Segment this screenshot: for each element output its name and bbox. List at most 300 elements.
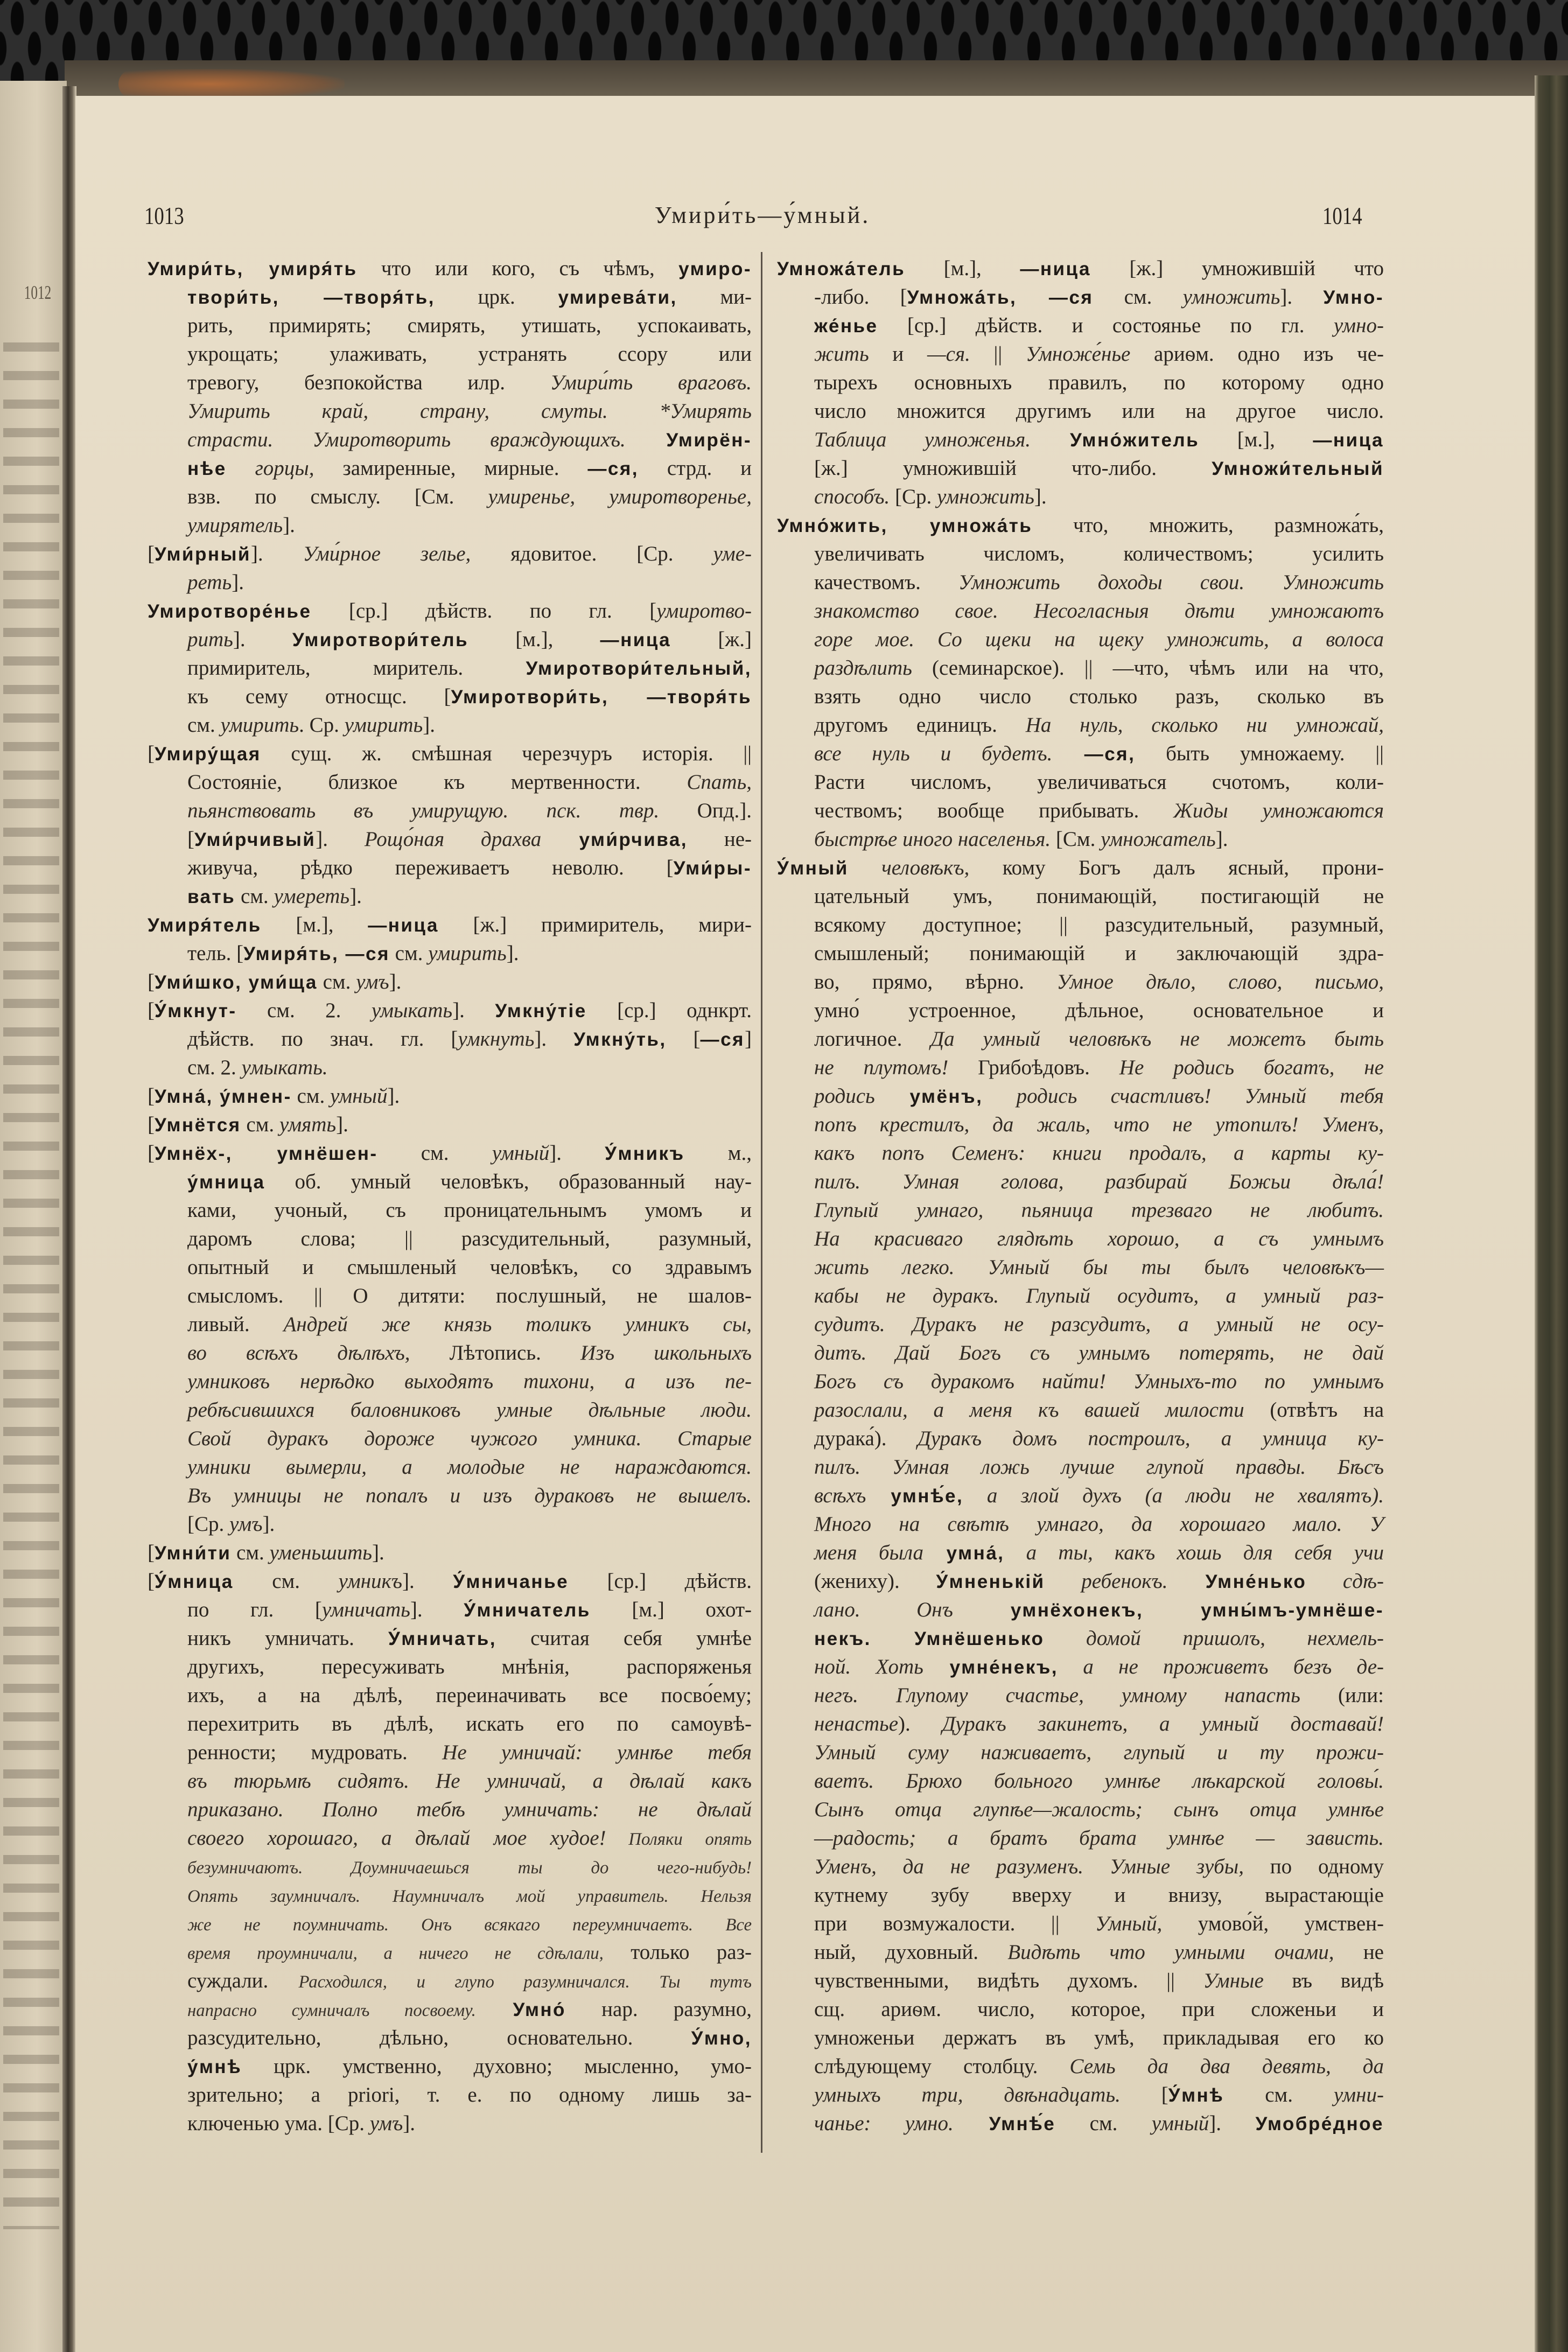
dictionary-entry-start-line [148, 1082, 752, 1110]
headword: умнёхонекъ, умны́мъ-умнёше- [953, 1600, 1384, 1621]
definition-text: см. [389, 942, 429, 965]
example-text: умножить [937, 485, 1034, 508]
dictionary-line [148, 368, 752, 397]
dictionary-line [777, 283, 1384, 311]
definition-text: см. [377, 1142, 492, 1165]
example-text: умный [1151, 2112, 1209, 2135]
headword: Умобре́дное [1255, 2113, 1384, 2134]
example-text: умники вымерли, а молодые не нараждаются. [187, 1455, 752, 1479]
definition-text: [м.], [261, 913, 368, 936]
definition-text: цательный умъ, понимающій, постигающій не [814, 885, 1384, 908]
example-text: Да умный человѣкъ не можетъ быть [930, 1027, 1384, 1051]
dictionary-line [777, 1624, 1384, 1653]
definition-text: суждали. [187, 1969, 299, 1992]
example-text: умирить [344, 713, 423, 737]
dictionary-line [777, 1538, 1384, 1567]
definition-text: црк. [435, 285, 558, 309]
example-text: Уменъ, да не разуменъ. Умные зубы, [814, 1855, 1244, 1878]
dictionary-line [777, 939, 1384, 968]
dictionary-line [148, 1738, 752, 1767]
dictionary-line [148, 853, 752, 882]
definition-text: при возмужалости. || [814, 1912, 1096, 1935]
dictionary-line [148, 1852, 752, 1881]
headword: У́мненькій [936, 1571, 1045, 1592]
dictionary-line [148, 1824, 752, 1852]
definition-text: тель. [ [187, 942, 244, 965]
headword: Умнётся [155, 1115, 241, 1136]
definition-text: [ [148, 742, 155, 765]
example-text: умыкать. [241, 1056, 328, 1079]
definition-text: (семинарское). || —что, чѣмъ или на что, [912, 656, 1384, 680]
example-text: дитъ. Дай Богъ съ умнымъ потерять, не дай [814, 1341, 1384, 1364]
example-text: умножить [1182, 285, 1280, 309]
dictionary-line [777, 711, 1384, 739]
headword: умна́, [923, 1543, 1005, 1564]
dictionary-entry-start-line [777, 254, 1384, 283]
example-text: способъ. [814, 485, 890, 508]
headword: —ница [1020, 258, 1091, 279]
headword: Умна́, у́мнен- [155, 1086, 292, 1107]
headword: —ница [1313, 430, 1384, 451]
definition-text: замиренные, мирные. [314, 457, 588, 480]
example-text: быстрѣе иного населенья. [814, 828, 1051, 851]
example-text: умничать [321, 1598, 410, 1621]
definition-text: считая себя умнѣе [496, 1627, 752, 1650]
column-rule [761, 252, 762, 2153]
definition-text: ). [898, 1712, 942, 1735]
dictionary-line [777, 996, 1384, 1025]
example-text: чанье: умно. [814, 2112, 954, 2135]
example-text: всѣхъ [814, 1484, 866, 1507]
example-text: Умный, [1095, 1912, 1163, 1935]
dictionary-line [777, 625, 1384, 654]
dictionary-line [777, 1510, 1384, 1538]
definition-text: по одному [1243, 1855, 1384, 1878]
headword: У́мничатель [464, 1600, 591, 1621]
dictionary-line [777, 882, 1384, 911]
dictionary-entry-start-line [148, 597, 752, 625]
definition-text: никъ умничать. [187, 1627, 388, 1650]
dictionary-line [777, 1339, 1384, 1367]
dictionary-line [777, 2052, 1384, 2081]
example-text: попъ крестилъ, да жаль, что не утопилъ! Уменъ, [814, 1113, 1384, 1136]
definition-text: ]. [262, 1513, 275, 1536]
headword: умёнъ, [874, 1086, 983, 1107]
definition-text: живуча, рѣдко переживаетъ неволю. [ [187, 856, 674, 879]
dictionary-line [777, 1082, 1384, 1110]
definition-text: Грибоѣдовъ. [948, 1056, 1119, 1079]
gutter-shadow [62, 86, 76, 2352]
dictionary-line [777, 368, 1384, 397]
definition-text: см. [231, 1541, 270, 1564]
small-example-text: Поляки опять [606, 1830, 752, 1849]
dictionary-line [148, 1653, 752, 1681]
definition-text: Расти числомъ, увеличиваться счотомъ, коли- [814, 771, 1384, 794]
definition-text: ]. [389, 970, 402, 993]
small-example-text: Расходился, и глупо разумничался. Ты тутъ [298, 1972, 752, 1992]
definition-text: логичное. [814, 1027, 931, 1051]
definition-text: умно́ устроенное, дѣльное, основательное и [814, 999, 1384, 1022]
definition-text: см. [291, 1084, 330, 1108]
definition-text: ]. [1215, 828, 1228, 851]
dictionary-line [148, 511, 752, 540]
dictionary-line [777, 1139, 1384, 1167]
left-column [148, 254, 752, 2138]
example-text: умкнуть [458, 1027, 535, 1051]
definition-text: [ср.] дѣйств. [569, 1570, 752, 1593]
example-text: умять [279, 1113, 337, 1136]
headword: Умиру́щая [155, 744, 261, 765]
headword: Умно́житель [1031, 430, 1200, 451]
headword: Умнѣ́е [953, 2113, 1056, 2134]
headword: Уми́шко, уми́ща [155, 972, 318, 993]
dictionary-line [148, 2109, 752, 2138]
dictionary-entry-start-line [777, 853, 1384, 882]
definition-text: ]. [402, 1570, 453, 1593]
example-text: Сынъ отца глупѣе—жалость; сынъ отца умнѣе [814, 1798, 1384, 1821]
definition-text: [ [148, 970, 155, 993]
definition-text: чувственными, видѣть духомъ. || [814, 1969, 1203, 1992]
dictionary-line [777, 454, 1384, 482]
headword: у́мнѣ [187, 2056, 242, 2077]
dictionary-line [777, 911, 1384, 939]
headword: У́мкнут- [155, 1000, 237, 1021]
definition-text: ]. [410, 1598, 464, 1621]
example-text: рить [187, 628, 233, 651]
dictionary-line [777, 2109, 1384, 2138]
definition-text: сущ. ж. смѣшная черезчуръ исторія. || [261, 742, 752, 765]
dictionary-line [148, 1995, 752, 2024]
definition-text: чествомъ; вообще прибывать. [814, 799, 1174, 822]
headword: У́мница [155, 1571, 234, 1592]
dictionary-entry-start-line [148, 739, 752, 768]
headword: Умкну́тіе [495, 1000, 587, 1021]
dictionary-line [148, 1253, 752, 1282]
dictionary-line [777, 1282, 1384, 1310]
dictionary-line [777, 1481, 1384, 1510]
dictionary-entry-start-line [148, 1110, 752, 1139]
right-column [777, 254, 1384, 2138]
dictionary-line [777, 1909, 1384, 1938]
definition-text: всякому доступное; || разсудительный, разумный, [814, 913, 1384, 936]
definition-text: кому Богъ далъ ясный, прони- [969, 856, 1384, 879]
example-text: умниковъ нерѣдко выходятъ тихони, а изъ пе- [187, 1370, 752, 1393]
definition-text: нар. разумно, [565, 1998, 752, 2021]
example-text: Умножить доходы свои. Умножить [958, 571, 1384, 594]
definition-text: рить, примирять; смирять, утишать, успокаивать, [187, 314, 752, 337]
example-text: родись [814, 1084, 875, 1108]
dictionary-line [148, 1196, 752, 1224]
headword: Умножа́тель [777, 258, 906, 279]
definition-text: ]. [1280, 285, 1324, 309]
definition-text: быть умножаему. || [1135, 742, 1384, 765]
example-text: страсти. Умиротворить враждующихъ. [187, 428, 626, 451]
dictionary-line [148, 825, 752, 853]
dictionary-line [777, 1310, 1384, 1339]
headword: Умно́жить, умножа́ть [777, 515, 1033, 536]
definition-text: [ср.] однкрт. [586, 999, 752, 1022]
example-text: На красиваго глядѣть хорошо, а съ умнымъ [814, 1227, 1384, 1250]
definition-text: ]. [232, 571, 244, 594]
example-text: жить [814, 342, 869, 366]
dictionary-line [148, 340, 752, 368]
dictionary-line [777, 1053, 1384, 1082]
definition-text: ариѳм. одно изъ че- [1130, 342, 1384, 366]
dictionary-line [148, 1595, 752, 1624]
dictionary-entry-start-line [148, 1538, 752, 1567]
dictionary-line [777, 1196, 1384, 1224]
example-text: родись счастливъ! Умный тебя [983, 1084, 1384, 1108]
dictionary-line [148, 1681, 752, 1710]
definition-text: по гл. [ [187, 1598, 322, 1621]
headword: Умно́ [475, 1999, 566, 2020]
dictionary-line [777, 1567, 1384, 1595]
example-text: раздѣлить [814, 656, 912, 680]
example-text: умно- [1333, 314, 1384, 337]
definition-text: ]. [1209, 2112, 1256, 2135]
example-text: ной. Хоть [814, 1655, 923, 1678]
example-text: ребенокъ. [1045, 1570, 1168, 1593]
definition-text: даромъ слова; || разсудительный, разумный, [187, 1227, 752, 1250]
definition-text: во, прямо, вѣрно. [814, 970, 1057, 993]
example-text: а не проживетъ безъ де- [1058, 1655, 1384, 1678]
dictionary-line [777, 1995, 1384, 2024]
dictionary-line [148, 1224, 752, 1253]
dictionary-line [777, 1595, 1384, 1624]
definition-text: ный, духовный. [814, 1941, 1008, 1964]
example-text: Рощо́ная драхва [364, 828, 542, 851]
definition-text: смысломъ. || О дитяти: послушный, не шалов- [187, 1284, 752, 1307]
definition-text: умово́й, умствен- [1162, 1912, 1384, 1935]
dictionary-line [777, 482, 1384, 511]
example-text: разослали, а меня къ вашей милости [814, 1398, 1244, 1422]
dictionary-line [148, 1167, 752, 1196]
definition-text: [ [148, 1142, 155, 1165]
dictionary-line [148, 311, 752, 340]
example-text: человѣкъ, [848, 856, 970, 879]
headword: Умиротворе́нье [148, 601, 312, 622]
definition-text: [ж.] примиритель, мири- [438, 913, 752, 936]
example-text: умъ [356, 970, 389, 993]
headword: умиро- [678, 258, 752, 279]
example-text: негъ. Глупому счастье, умному напасть [814, 1684, 1300, 1707]
dictionary-line [777, 1224, 1384, 1253]
headword: Умно- [1323, 287, 1384, 308]
definition-text: ихъ, а на дѣлѣ, переиначивать все посво́ему; [187, 1684, 752, 1707]
dictionary-line [777, 540, 1384, 568]
example-text: горцы, [226, 457, 314, 480]
dictionary-line [148, 1938, 752, 1966]
dictionary-line [148, 1025, 752, 1053]
example-text: ребѣсившихся баловниковъ умные дѣльные люди. [187, 1398, 752, 1422]
definition-text: [м.], [1199, 428, 1313, 451]
definition-text: не- [688, 828, 752, 851]
definition-text: . Ср. [299, 713, 345, 737]
definition-text: ]. [283, 514, 295, 537]
dictionary-line [148, 1282, 752, 1310]
definition-text: [ [148, 1113, 155, 1136]
definition-text: [ [666, 1027, 701, 1051]
definition-text: ливый. [187, 1313, 284, 1336]
dictionary-line [777, 1110, 1384, 1139]
dictionary-line [148, 1624, 752, 1653]
dictionary-line [148, 1966, 752, 1995]
definition-text: ]. [549, 1142, 605, 1165]
headword: Умиротвори́тель [292, 629, 469, 650]
example-text: умиренье, умиротворенье, [488, 485, 752, 508]
headword: Умножа́ть, —ся [907, 287, 1094, 308]
definition-text: [Ср. [890, 485, 937, 508]
example-text: умереть [274, 885, 350, 908]
dictionary-line [777, 654, 1384, 682]
definition-text: ]. [372, 1541, 384, 1564]
example-text: какъ попъ Семенъ: книги продалъ, а карты ку- [814, 1142, 1384, 1165]
example-text: а ты, какъ хошь для себя учи [1004, 1541, 1384, 1564]
definition-text: см. 2. [187, 1056, 242, 1079]
left-page-sliver [0, 81, 67, 2352]
definition-text: ренности; мудровать. [187, 1741, 443, 1764]
dictionary-line [777, 1025, 1384, 1053]
definition-text: [ [148, 542, 155, 565]
definition-text: см. [187, 713, 221, 737]
headword: Умножи́тельный [1212, 458, 1384, 479]
example-text: умирить [220, 713, 299, 737]
definition-text: ]. [423, 713, 436, 737]
example-text: въ тюрьмѣ сидятъ. Не умничай, а дѣлай какъ [187, 1769, 752, 1793]
definition-text: смышленый; понимающій и заключающій здра- [814, 942, 1384, 965]
definition-text: увеличивать числомъ, количествомъ; усилить [814, 542, 1384, 565]
example-text: уме- [713, 542, 752, 565]
example-text: Не родись богатъ, не [1119, 1056, 1384, 1079]
dictionary-line [777, 1367, 1384, 1396]
definition-text: качествомъ. [814, 571, 958, 594]
definition-text: ]. [250, 542, 303, 565]
example-text: ненастье [814, 1712, 899, 1735]
example-text: умъ [369, 2112, 403, 2135]
definition-text: кутнему зубу вверху и внизу, вырастающіе [814, 1884, 1384, 1907]
headword: умне́некъ, [923, 1657, 1059, 1678]
definition-text: ключенью ума. [Ср. [187, 2112, 370, 2135]
example-text: Дуракъ закинетъ, а умный доставай! [942, 1712, 1384, 1735]
dictionary-line [148, 654, 752, 682]
dictionary-line [777, 1253, 1384, 1282]
definition-text: ]. [534, 1027, 574, 1051]
definition-text: [ [148, 1084, 155, 1108]
definition-text: [м.], [468, 628, 600, 651]
example-text: Умири́ть враговъ. [550, 371, 752, 394]
dictionary-line [777, 1881, 1384, 1909]
dictionary-line [148, 1710, 752, 1738]
small-example-text: Опять заумничалъ. Наумничалъ мой управитель. Нельзя [187, 1887, 752, 1906]
dictionary-line [148, 939, 752, 968]
dictionary-line [148, 1367, 752, 1396]
example-text: кабы не дуракъ. Глупый осудитъ, а умный раз- [814, 1284, 1384, 1307]
example-text: умирить [428, 942, 507, 965]
dictionary-line [777, 968, 1384, 996]
definition-text: см. 2. [236, 999, 372, 1022]
dictionary-line [148, 1795, 752, 1824]
dictionary-line [777, 1653, 1384, 1681]
dictionary-line [777, 1795, 1384, 1824]
dictionary-line [148, 1510, 752, 1538]
example-text: Дуракъ домъ построилъ, а умница ку- [917, 1427, 1384, 1450]
dictionary-entry-start-line [148, 911, 752, 939]
dictionary-line [777, 1938, 1384, 1966]
definition-text: [м.], [905, 257, 1020, 280]
definition-text: ]. [1034, 485, 1047, 508]
example-text: сдѣ- [1306, 1570, 1384, 1593]
definition-text: ками, учоный, съ проницательнымъ умомъ и [187, 1199, 752, 1222]
definition-text: [ [148, 1570, 155, 1593]
dictionary-line [777, 425, 1384, 454]
definition-text: [Ср. [187, 1513, 229, 1536]
headword: У́мникъ [605, 1143, 685, 1164]
headword: Умиротвори́тельный, [526, 658, 752, 679]
definition-text: ] [744, 1027, 752, 1051]
left-page-number: 1012 [24, 282, 52, 303]
dictionary-line [777, 397, 1384, 425]
page-number-left: 1013 [144, 202, 184, 229]
headword: Умиря́тель [148, 915, 262, 936]
dictionary-line [148, 796, 752, 825]
definition-text: ]. [336, 1113, 348, 1136]
definition-text: Состояніе, близкое къ мертвенности. [187, 771, 687, 794]
definition-text: слѣдующему столбцу. [814, 2055, 1070, 2078]
headword: Умне́нько [1167, 1571, 1307, 1592]
example-text: Спать, [687, 771, 752, 794]
example-text: приказано. Полно тебѣ умничать: не дѣлай [187, 1798, 752, 1821]
dictionary-line [148, 1767, 752, 1795]
definition-text: умноженьи держатъ въ умѣ, прикладывая его ко [814, 2026, 1384, 2049]
dictionary-line [777, 1681, 1384, 1710]
example-text: Уми́рное зелье, [303, 542, 471, 565]
dictionary-line [148, 1481, 752, 1510]
headword: Умкну́ть, [573, 1029, 667, 1050]
example-text: знакомство свое. Несогласныя дѣти умножаютъ [814, 599, 1384, 622]
dictionary-entry-start-line [148, 968, 752, 996]
definition-text: взв. по смыслу. [См. [187, 485, 488, 508]
definition-text: стрд. и [638, 457, 752, 480]
definition-text: Опд.]. [659, 799, 752, 822]
example-text: умножатель [1101, 828, 1216, 851]
headword: твори́ть, —творя́ть, [187, 287, 435, 308]
definition-text: Лѣтопись. [410, 1341, 580, 1364]
dictionary-line [777, 768, 1384, 796]
dictionary-line [148, 482, 752, 511]
dictionary-line [777, 1167, 1384, 1196]
definition-text: -либо. [ [814, 285, 907, 309]
dictionary-line [148, 768, 752, 796]
definition-text: [ж.] умножившій что [1090, 257, 1384, 280]
dictionary-line [777, 825, 1384, 853]
dictionary-line [777, 340, 1384, 368]
example-text: реть [187, 571, 232, 594]
definition-text: другомъ единицъ. [814, 713, 1026, 737]
dictionary-line [777, 597, 1384, 625]
headword: же́нье [814, 316, 878, 337]
definition-text: перехитрить въ дѣлѣ, искать его по самоувѣ- [187, 1712, 752, 1735]
dictionary-line [777, 568, 1384, 597]
definition-text: въ видѣ [1263, 1969, 1384, 1992]
dictionary-line [148, 1424, 752, 1453]
definition-text: см. [1224, 2083, 1334, 2106]
example-text: Изъ школьныхъ [580, 1341, 752, 1364]
example-text: меня была [814, 1541, 923, 1564]
dictionary-line [777, 739, 1384, 768]
definition-text: (или: [1300, 1684, 1384, 1707]
definition-text: [ср.] дѣйств. по гл. [ [311, 599, 657, 622]
dictionary-line [777, 1966, 1384, 1995]
